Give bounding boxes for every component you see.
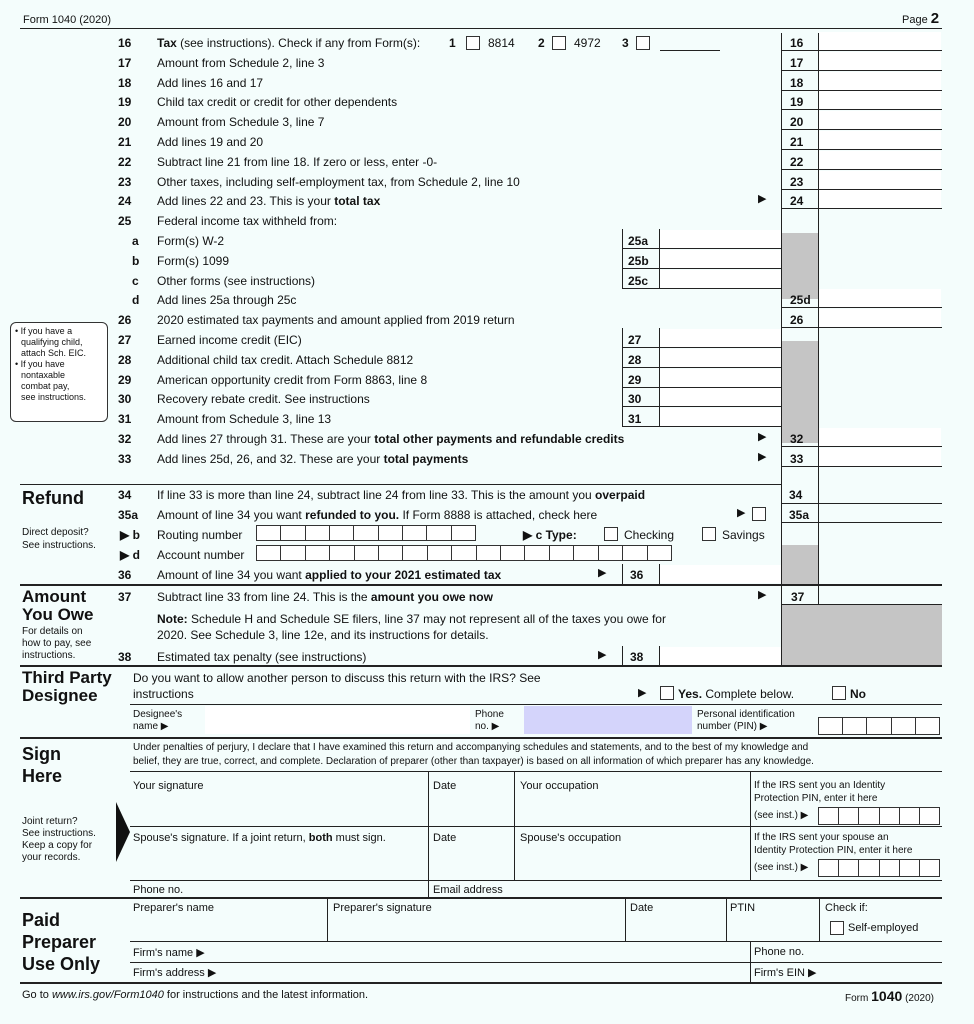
arrow-35a: ▶	[737, 507, 746, 519]
designee-pin-1: Personal identification	[697, 709, 795, 720]
owe-side-3: instructions.	[22, 650, 76, 661]
your-date-label: Date	[433, 780, 457, 792]
ippin-2: Protection PIN, enter it here	[754, 793, 878, 804]
footer-form-id: Form 1040 (2020)	[845, 988, 934, 1004]
designee-name-input[interactable]	[205, 706, 470, 734]
line-text: Additional child tax credit. Attach Schedule 8812	[157, 353, 414, 367]
routing-number-field[interactable]	[256, 525, 476, 541]
line-num: a	[132, 234, 139, 248]
spouse-ippin-1: If the IRS sent your spouse an	[754, 832, 889, 843]
line-text: 2020 estimated tax payments and amount applied from 2019 return	[157, 313, 515, 327]
line-box-label: 20	[790, 115, 804, 129]
line-box-label: 17	[790, 56, 804, 70]
checkbox-designee-no[interactable]	[832, 686, 846, 700]
amount-input[interactable]	[819, 428, 941, 446]
designee-pin-field[interactable]	[818, 717, 940, 735]
designee-no-label: No	[850, 687, 866, 701]
eic-note: • If you have a qualifying child, attach Sch. EIC. • If you have nontaxable combat pay, see instructions.	[10, 322, 108, 422]
line-num: 19	[118, 95, 132, 109]
line-text: Amount from Schedule 3, line 7	[157, 115, 325, 129]
line-num: 24	[118, 194, 132, 208]
account-number-field[interactable]	[256, 545, 672, 561]
owe-note-2: 2020. See Schedule 3, line 12e, and its instructions for details.	[157, 628, 489, 642]
line-text: Add lines 25a through 25c	[157, 293, 297, 307]
checkbox-savings[interactable]	[702, 527, 716, 541]
designee-name-1: Designee's	[133, 709, 183, 720]
line-box-label: 25d	[790, 293, 811, 307]
arrow-icon: ▶	[758, 451, 767, 463]
spouse-occupation-label: Spouse's occupation	[520, 832, 622, 844]
spouse-ippin-2: Identity Protection PIN, enter it here	[754, 845, 913, 856]
designee-name-2: name ▶	[133, 721, 169, 732]
line-box-label: 33	[790, 452, 804, 466]
line-text: Child tax credit or credit for other dependents	[157, 95, 398, 109]
owe-side-1: For details on	[22, 626, 83, 637]
sign-title-1: Sign	[22, 744, 61, 764]
sign-side-2: See instructions.	[22, 828, 96, 839]
refund-side-2: See instructions.	[22, 540, 96, 551]
refund-side-1: Direct deposit?	[22, 527, 89, 538]
line35a-text: Amount of line 34 you want refunded to you. If Form 8888 is attached, check here	[157, 508, 598, 522]
checkbox-designee-yes[interactable]	[660, 686, 674, 700]
refund-title: Refund	[22, 488, 84, 508]
your-occupation-label: Your occupation	[520, 780, 599, 792]
line16-text: Tax (see instructions). Check if any from Form(s):	[157, 36, 421, 50]
line-text: Add lines 27 through 31. These are your total other payments and refundable credits	[157, 432, 625, 446]
account-type-label: ▶ c Type:	[523, 528, 577, 542]
line-box-label: 22	[790, 155, 804, 169]
line-box-label: 21	[790, 135, 804, 149]
line-box-label: 25a	[628, 234, 649, 248]
line-box-label: 26	[790, 313, 804, 327]
amount-input[interactable]	[819, 72, 941, 90]
arrow-third: ▶	[638, 687, 647, 699]
line-num: c	[132, 274, 139, 288]
line37-box: 37	[791, 590, 805, 604]
third-question-1: Do you want to allow another person to discuss this return with the IRS? See	[133, 671, 541, 685]
designee-pin-2: number (PIN) ▶	[697, 721, 768, 732]
line36-box: 36	[630, 568, 644, 582]
line-num: 20	[118, 115, 132, 129]
line-text: Other taxes, including self-employment tax, from Schedule 2, line 10	[157, 175, 520, 189]
spouse-ippin-3: (see inst.) ▶	[754, 862, 809, 873]
form-8814-label: 8814	[488, 36, 515, 50]
your-signature-label: Your signature	[133, 780, 204, 792]
line-num: 25	[118, 214, 132, 228]
form-id: Form 1040 (2020)	[23, 14, 112, 26]
checking-label: Checking	[624, 528, 675, 542]
preparer-date-label: Date	[630, 902, 654, 914]
line-num: 29	[118, 373, 132, 387]
line36-text: Amount of line 34 you want applied to your 2021 estimated tax	[157, 568, 502, 582]
preparer-signature-label: Preparer's signature	[333, 902, 432, 914]
third-title-2: Designee	[22, 686, 98, 705]
preparer-name-label: Preparer's name	[133, 902, 214, 914]
owe-title-2: You Owe	[22, 605, 94, 624]
form-2-num: 2	[538, 36, 545, 50]
line35b-num: ▶ b	[120, 528, 140, 542]
line-text: Form(s) W-2	[157, 234, 225, 248]
line-num: 31	[118, 412, 132, 426]
designee-phone-input[interactable]	[524, 706, 692, 734]
page-label: Page 2	[902, 10, 940, 27]
line34-num: 34	[118, 488, 132, 502]
paid-title-1: Paid	[22, 910, 61, 930]
amount-input[interactable]	[819, 171, 941, 189]
line-num: 28	[118, 353, 132, 367]
amount-input[interactable]	[660, 408, 781, 426]
line-text: Federal income tax withheld from:	[157, 214, 338, 228]
owe-title-1: Amount	[22, 587, 87, 606]
line34-text: If line 33 is more than line 24, subtract line 24 from line 33. This is the amount you overpaid	[157, 488, 646, 502]
form-3-num: 3	[622, 36, 629, 50]
amount-input[interactable]	[660, 388, 781, 406]
line-text: American opportunity credit from Form 8863, line 8	[157, 373, 428, 387]
line-box-label: 27	[628, 333, 642, 347]
line-num: d	[132, 293, 140, 307]
amount-input[interactable]	[819, 151, 941, 169]
line-box-label: 29	[628, 373, 642, 387]
arrow-icon: ▶	[758, 431, 767, 443]
checkbox-other-form[interactable]	[636, 36, 650, 50]
amount-input[interactable]	[819, 32, 941, 50]
amount-input[interactable]	[660, 230, 781, 248]
amount-input[interactable]	[819, 448, 941, 466]
owe-side-2: how to pay, see	[22, 638, 92, 649]
routing-label: Routing number	[157, 528, 243, 542]
line-text: Add lines 16 and 17	[157, 76, 264, 90]
line-num: 27	[118, 333, 132, 347]
perjury-2: belief, they are true, correct, and complete. Declaration of preparer (other than taxpayer) is based on all information of which preparer has any knowledge.	[133, 756, 814, 767]
firm-address-label: Firm's address ▶	[133, 967, 217, 979]
checkbox-checking[interactable]	[604, 527, 618, 541]
line-num: 26	[118, 313, 132, 327]
line-num: 32	[118, 432, 132, 446]
third-question-2: instructions	[133, 687, 194, 701]
amount-input[interactable]	[819, 190, 941, 208]
amount-input[interactable]	[660, 349, 781, 367]
amount-input[interactable]	[660, 369, 781, 387]
paid-title-2: Preparer	[22, 932, 97, 952]
firm-ein-label: Firm's EIN ▶	[754, 967, 817, 979]
amount-input[interactable]	[660, 270, 781, 288]
line-box-label: 19	[790, 95, 804, 109]
footer-instructions: Go to www.irs.gov/Form1040 for instructions and the latest information.	[22, 989, 369, 1001]
line-text: Recovery rebate credit. See instructions	[157, 392, 370, 406]
sign-title-2: Here	[22, 766, 63, 786]
amount-input[interactable]	[819, 52, 941, 70]
spouse-ippin-field[interactable]	[818, 859, 940, 877]
line-num: 17	[118, 56, 132, 70]
amount-input[interactable]	[819, 91, 941, 109]
spouse-date-label: Date	[433, 832, 457, 844]
arrow-icon: ▶	[758, 193, 767, 205]
checkbox-self-employed[interactable]	[830, 921, 844, 935]
line38-box: 38	[630, 650, 644, 664]
arrow-38: ▶	[598, 649, 607, 661]
amount-input[interactable]	[660, 250, 781, 268]
form-1-num: 1	[449, 36, 456, 50]
line-text: Amount from Schedule 2, line 3	[157, 56, 325, 70]
line35a-num: 35a	[118, 508, 139, 522]
line-num: 33	[118, 452, 132, 466]
firm-phone-label: Phone no.	[754, 946, 805, 958]
line-box-label: 24	[790, 194, 804, 208]
line-box-label: 25c	[628, 274, 649, 288]
spouse-signature-label: Spouse's signature. If a joint return, both must sign.	[133, 832, 386, 844]
line-text: Add lines 22 and 23. This is your total tax	[157, 194, 381, 208]
owe-note-1: Note: Schedule H and Schedule SE filers, line 37 may not represent all of the taxes you owe for	[157, 612, 666, 626]
line35a-box: 35a	[789, 508, 810, 522]
third-title-1: Third Party	[22, 668, 112, 687]
ippin-3: (see inst.) ▶	[754, 810, 809, 821]
line-box-label: 18	[790, 76, 804, 90]
sign-side-3: Keep a copy for	[22, 840, 93, 851]
checkbox-form-8888[interactable]	[752, 507, 766, 521]
line38-text: Estimated tax penalty (see instructions)	[157, 650, 367, 664]
line-box-label: 28	[628, 353, 642, 367]
self-employed-label: Self-employed	[848, 922, 919, 934]
line34-box: 34	[789, 488, 803, 502]
arrow-37: ▶	[758, 589, 767, 601]
designee-yes-label: Yes. Complete below.	[678, 687, 795, 701]
ippin-1: If the IRS sent you an Identity	[754, 780, 886, 791]
amount-input[interactable]	[819, 111, 941, 129]
line35d-num: ▶ d	[120, 548, 140, 562]
line-num: 21	[118, 135, 132, 149]
line-num: 22	[118, 155, 132, 169]
perjury-1: Under penalties of perjury, I declare that I have examined this return and accompanying schedules and statements, and to the best of my knowledge and	[133, 742, 809, 753]
designee-phone-1: Phone	[475, 709, 504, 720]
savings-label: Savings	[722, 528, 765, 542]
line-num: b	[132, 254, 140, 268]
line-text: Amount from Schedule 3, line 13	[157, 412, 332, 426]
line-num: 18	[118, 76, 132, 90]
line-box-label: 25b	[628, 254, 649, 268]
line-text: Subtract line 21 from line 18. If zero or less, enter -0-	[157, 155, 438, 169]
amount-input[interactable]	[819, 309, 941, 327]
designee-phone-2: no. ▶	[475, 721, 500, 732]
account-label: Account number	[157, 548, 245, 562]
line-num: 16	[118, 36, 132, 50]
sign-arrow-icon	[116, 802, 130, 862]
sign-side-4: your records.	[22, 852, 81, 863]
ptin-label: PTIN	[730, 902, 756, 914]
line-text: Earned income credit (EIC)	[157, 333, 302, 347]
line-box-label: 31	[628, 412, 642, 426]
sign-side-1: Joint return?	[22, 816, 78, 827]
firm-name-label: Firm's name ▶	[133, 947, 205, 959]
line-num: 23	[118, 175, 132, 189]
line38-num: 38	[118, 650, 132, 664]
sign-phone-label: Phone no.	[133, 884, 184, 896]
line-box-label: 23	[790, 175, 804, 189]
line37-num: 37	[118, 590, 132, 604]
form-4972-label: 4972	[574, 36, 601, 50]
line36-num: 36	[118, 568, 132, 582]
line-text: Add lines 25d, 26, and 32. These are your total payments	[157, 452, 469, 466]
line-text: Form(s) 1099	[157, 254, 230, 268]
amount-input[interactable]	[819, 289, 941, 307]
check-if-label: Check if:	[825, 902, 868, 914]
line37-text: Subtract line 33 from line 24. This is the amount you owe now	[157, 590, 493, 604]
checkbox-8814[interactable]	[466, 36, 480, 50]
paid-title-3: Use Only	[22, 954, 101, 974]
line-num: 30	[118, 392, 132, 406]
arrow-36: ▶	[598, 567, 607, 579]
line-text: Add lines 19 and 20	[157, 135, 264, 149]
line-box-label: 16	[790, 36, 804, 50]
line-box-label: 32	[790, 432, 804, 446]
amount-input[interactable]	[660, 329, 781, 347]
your-ippin-field[interactable]	[818, 807, 940, 825]
line-text: Other forms (see instructions)	[157, 274, 316, 288]
checkbox-4972[interactable]	[552, 36, 566, 50]
line-box-label: 30	[628, 392, 642, 406]
amount-input[interactable]	[819, 131, 941, 149]
sign-email-label: Email address	[433, 884, 503, 896]
